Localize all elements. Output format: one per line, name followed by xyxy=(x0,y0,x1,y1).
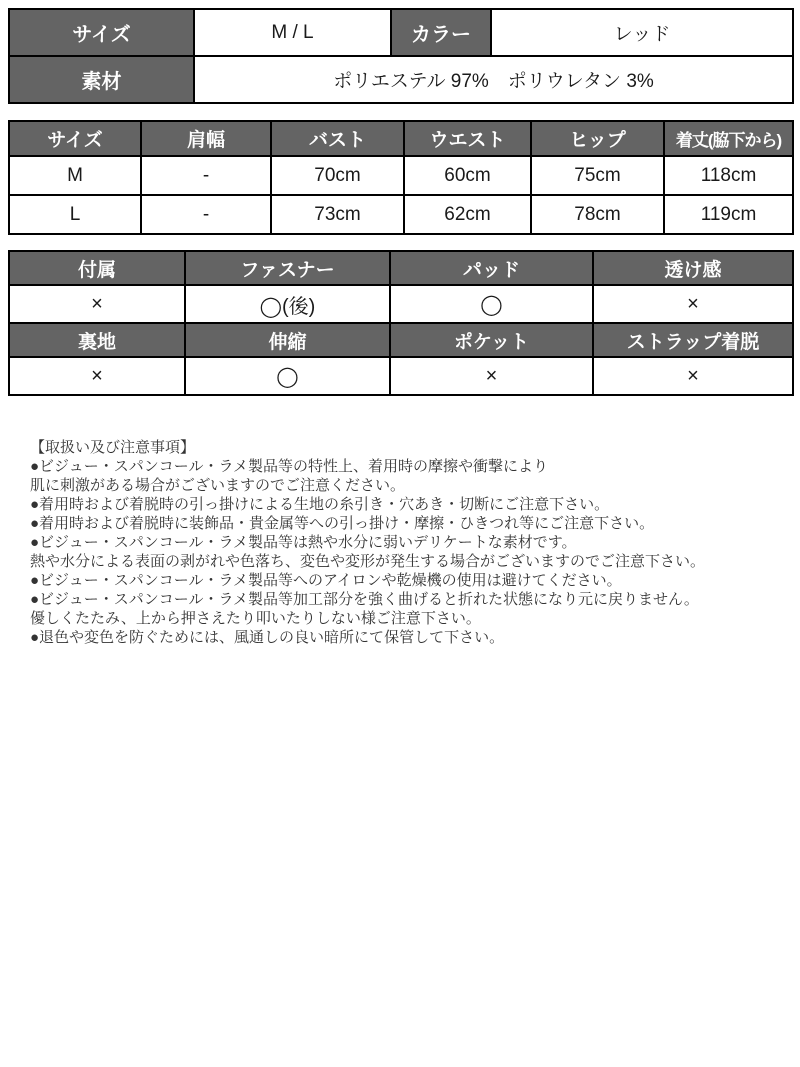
feature-header-accessory: 付属 xyxy=(9,251,185,285)
feature-value-pocket: × xyxy=(390,357,593,395)
size-m-bust: 70cm xyxy=(271,156,404,195)
size-chart-header-size: サイズ xyxy=(9,121,141,156)
care-note-line: ●退色や変色を防ぐためには、風通しの良い暗所にて保管して下さい。 xyxy=(30,629,505,646)
size-chart-header-row xyxy=(9,121,793,156)
care-notes xyxy=(30,438,778,647)
feature-value-row-2 xyxy=(9,357,793,395)
feature-table xyxy=(8,250,794,396)
feature-value-pad: ◯ xyxy=(390,285,593,323)
product-spec-table xyxy=(8,8,794,104)
care-note-line: ●ビジュー・スパンコール・ラメ製品等へのアイロンや乾燥機の使用は避けてください。 xyxy=(30,572,622,589)
care-note-line: ●ビジュー・スパンコール・ラメ製品等の特性上、着用時の摩擦や衝撃により xyxy=(30,458,549,475)
feature-value-stretch: ◯ xyxy=(185,357,390,395)
spec-row-size-color xyxy=(9,9,793,56)
feature-header-sheerness: 透け感 xyxy=(593,251,793,285)
size-m-hip: 75cm xyxy=(531,156,664,195)
size-chart-header-length: 着丈(脇下から) xyxy=(664,121,793,156)
care-note-line: ●ビジュー・スパンコール・ラメ製品等加工部分を強く曲げると折れた状態になり元に戻りません。 xyxy=(30,591,699,608)
material-value-cell: ポリエステル 97% ポリウレタン 3% xyxy=(194,56,793,103)
feature-header-fastener: ファスナー xyxy=(185,251,390,285)
size-l-waist: 62cm xyxy=(404,195,531,234)
color-label-cell: カラー xyxy=(391,9,491,56)
size-l-label: L xyxy=(9,195,141,234)
care-notes-title: 【取扱い及び注意事項】 xyxy=(30,439,196,456)
size-m-length: 118cm xyxy=(664,156,793,195)
material-label-cell: 素材 xyxy=(9,56,194,103)
care-note-line: 優しくたたみ、上から押さえたり叩いたりしない様ご注意下さい。 xyxy=(30,610,481,627)
feature-header-strap: ストラップ着脱 xyxy=(593,323,793,357)
feature-header-lining: 裏地 xyxy=(9,323,185,357)
size-chart-header-hip: ヒップ xyxy=(531,121,664,156)
size-m-shoulder: - xyxy=(141,156,271,195)
size-value-cell: M / L xyxy=(194,9,391,56)
size-measurement-table xyxy=(8,120,794,235)
size-l-hip: 78cm xyxy=(531,195,664,234)
feature-value-sheerness: × xyxy=(593,285,793,323)
feature-value-lining: × xyxy=(9,357,185,395)
feature-value-fastener: ◯(後) xyxy=(185,285,390,323)
size-label-cell: サイズ xyxy=(9,9,194,56)
feature-value-accessory: × xyxy=(9,285,185,323)
size-m-label: M xyxy=(9,156,141,195)
size-chart-header-shoulder: 肩幅 xyxy=(141,121,271,156)
size-chart-header-bust: バスト xyxy=(271,121,404,156)
feature-header-stretch: 伸縮 xyxy=(185,323,390,357)
care-note-line: ●着用時および着脱時の引っ掛けによる生地の糸引き・穴あき・切断にご注意下さい。 xyxy=(30,496,610,513)
size-l-shoulder: - xyxy=(141,195,271,234)
feature-value-strap: × xyxy=(593,357,793,395)
spec-row-material xyxy=(9,56,793,103)
color-value-cell: レッド xyxy=(491,9,793,56)
size-m-waist: 60cm xyxy=(404,156,531,195)
feature-header-pocket: ポケット xyxy=(390,323,593,357)
feature-header-row-1 xyxy=(9,251,793,285)
feature-value-row-1 xyxy=(9,285,793,323)
size-chart-row-m xyxy=(9,156,793,195)
care-note-line: 熱や水分による表面の剥がれや色落ち、変色や変形が発生する場合がございますのでご注意下さい。 xyxy=(30,553,706,570)
care-note-line: 肌に刺激がある場合がございますのでご注意ください。 xyxy=(30,477,406,494)
size-l-bust: 73cm xyxy=(271,195,404,234)
feature-header-pad: パッド xyxy=(390,251,593,285)
size-chart-row-l xyxy=(9,195,793,234)
feature-header-row-2 xyxy=(9,323,793,357)
size-l-length: 119cm xyxy=(664,195,793,234)
size-chart-header-waist: ウエスト xyxy=(404,121,531,156)
care-note-line: ●ビジュー・スパンコール・ラメ製品等は熱や水分に弱いデリケートな素材です。 xyxy=(30,534,577,551)
care-note-line: ●着用時および着脱時に装飾品・貴金属等への引っ掛け・摩擦・ひきつれ等にご注意下さい。 xyxy=(30,515,655,532)
